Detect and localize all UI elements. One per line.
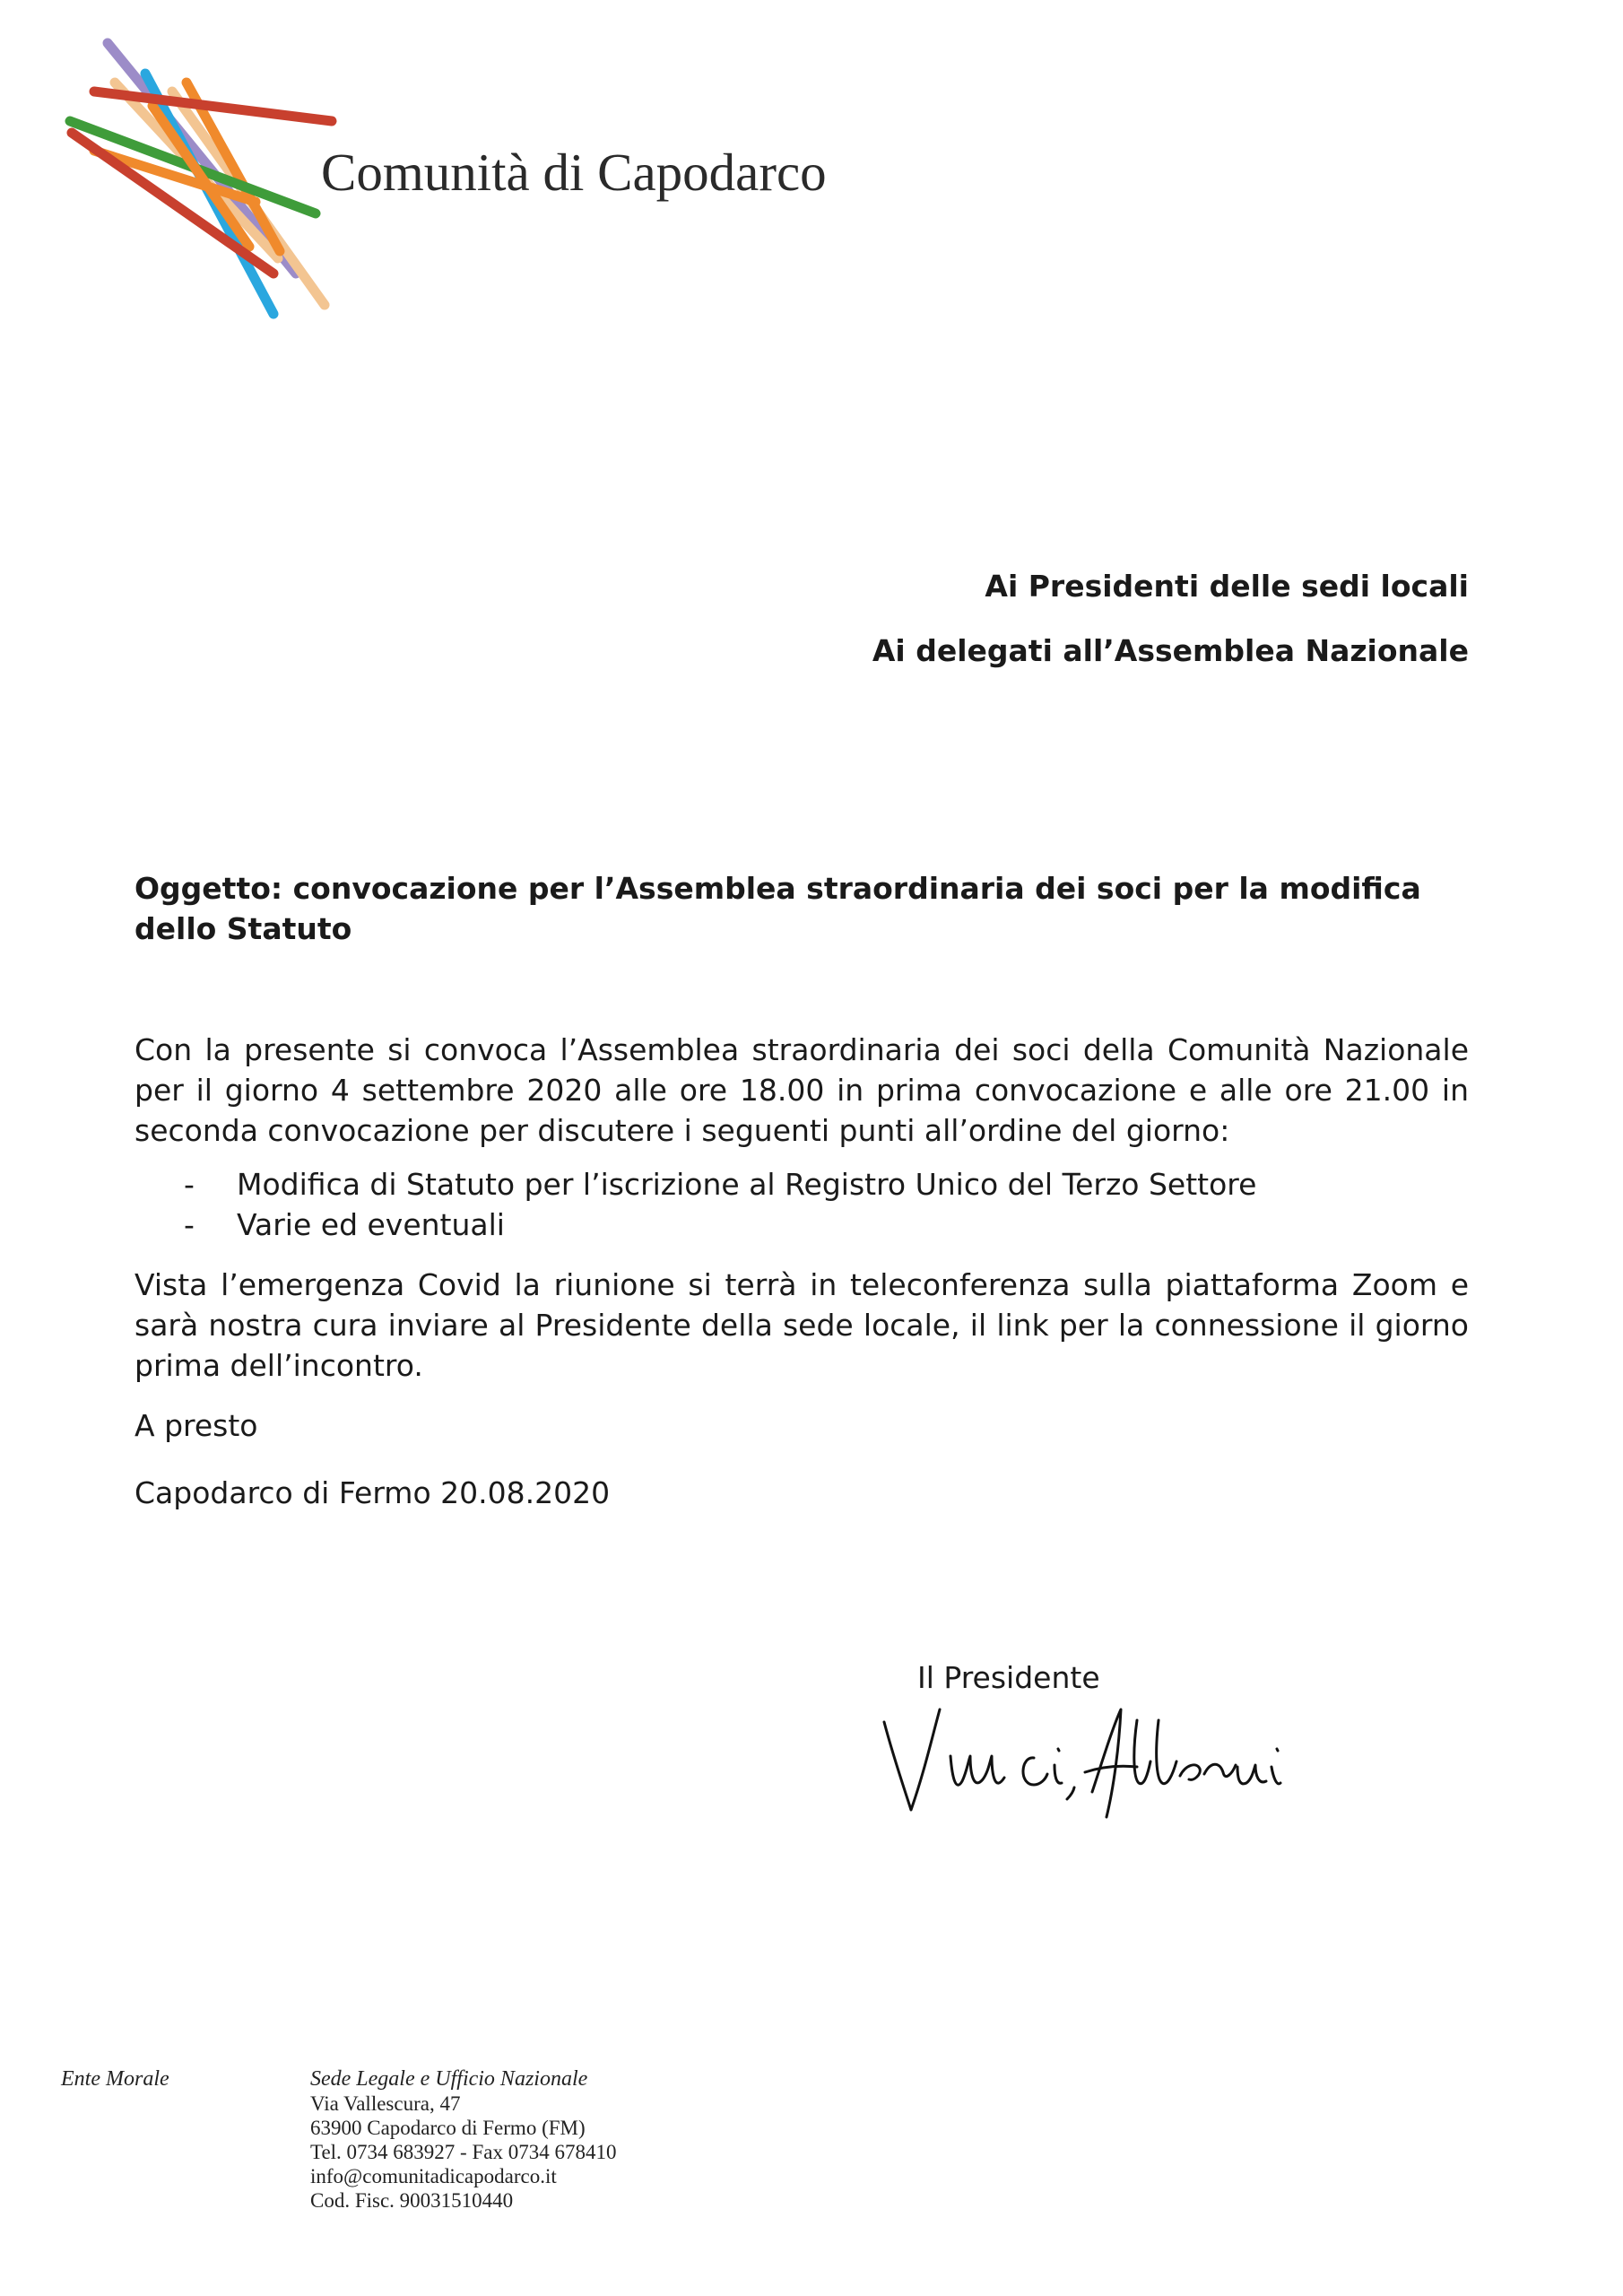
subject-text: convocazione per l’Assemblea straordinaria dei soci per la modifica dello Statuto [135,871,1421,946]
agenda-item: - Varie ed eventuali [135,1205,1469,1245]
ente-morale-label: Ente Morale [61,2067,169,2091]
signature-block [917,1657,1100,1698]
handwritten-signature [877,1702,1316,1823]
place-date: Capodarco di Fermo 20.08.2020 [135,1475,611,1510]
subject-label: Oggetto: [135,871,283,906]
signature-title: Il Presidente [917,1660,1100,1695]
closing-line: A presto [135,1408,258,1443]
email-address: info@comunitadicapodarco.it [310,2165,557,2187]
phone-fax: Tel. 0734 683927 - Fax 0734 678410 [310,2141,617,2163]
logo-icon [63,36,341,323]
letter-body [135,1030,1469,1513]
addressee-presidents: Ai Presidenti delle sedi locali [985,569,1469,604]
agenda-list [135,1164,1469,1245]
sede-label: Sede Legale e Ufficio Nazionale [310,2067,588,2091]
covid-paragraph: Vista l’emergenza Covid la riunione si terrà in teleconferenza sulla piattaforma Zoom e sarà nostra cura inviare al Presidente della sede locale, il link per la connessione il giorno prima dell’incontro. [135,1267,1469,1383]
intro-paragraph: Con la presente si convoca l’Assemblea straordinaria dei soci della Comunità Nazionale per il giorno 4 settembre 2020 alle ore 18.00 in prima convocazione e alle ore 21.00 in seconda convocazione per discutere i seguenti punti all’ordine del giorno: [135,1032,1469,1148]
sede-address-block [310,2067,616,2213]
agenda-item: - Modifica di Statuto per l’iscrizione al Registro Unico del Terzo Settore [135,1164,1469,1205]
subject-line [135,868,1469,949]
addressees [872,554,1469,683]
tax-code: Cod. Fisc. 90031510440 [310,2189,514,2212]
address-city: 63900 Capodarco di Fermo (FM) [310,2117,586,2139]
address-street: Via Vallescura, 47 [310,2092,461,2115]
org-name: Comunità di Capodarco [321,143,827,202]
addressee-delegates: Ai delegati all’Assemblea Nazionale [872,633,1469,668]
